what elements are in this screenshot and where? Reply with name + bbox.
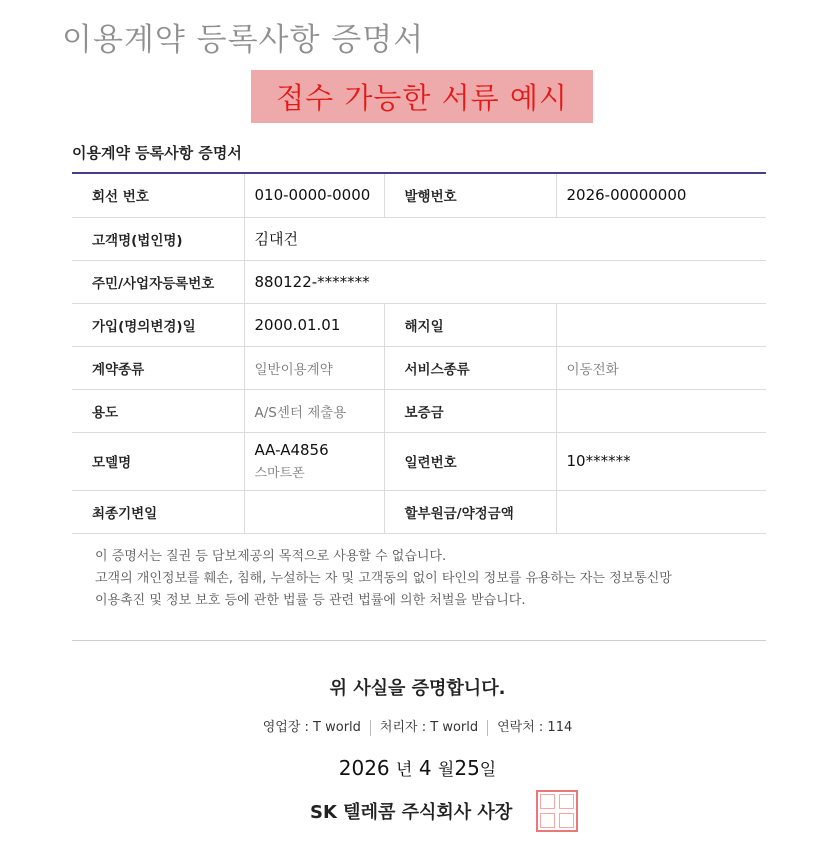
join-date-value: 2000.01.01 — [244, 303, 384, 346]
line-number-value: 010-0000-0000 — [244, 174, 384, 217]
date-month-unit: 월 — [437, 760, 455, 780]
issue-number-value: 2026-00000000 — [556, 174, 766, 217]
contract-type-label: 계약종류 — [72, 346, 244, 389]
serial-label: 일련번호 — [384, 432, 556, 490]
date-month: 4 — [418, 756, 432, 780]
date-day: 25 — [454, 756, 480, 780]
office-info: 영업장 : T world — [262, 720, 361, 735]
purpose-label: 용도 — [72, 389, 244, 432]
section-title: 이용계약 등록사항 증명서 — [72, 144, 242, 162]
notice-line: 이 증명서는 질권 등 담보제공의 목적으로 사용할 수 없습니다. — [95, 549, 447, 564]
issue-number-label: 발행번호 — [384, 174, 556, 217]
purpose-value: A/S센터 제출용 — [244, 389, 384, 432]
notice-line: 이용촉진 및 정보 보호 등에 관한 법률 등 관련 법률에 의한 처벌을 받습니다. — [95, 593, 526, 608]
installment-label: 할부원금/약정금액 — [384, 490, 556, 533]
date-year-unit: 년 — [396, 760, 413, 780]
model-value: AA-A4856 — [254, 441, 329, 459]
table-row — [72, 260, 766, 303]
sample-banner: 접수 가능한 서류 예시 — [251, 70, 593, 123]
date-day-unit: 일 — [479, 760, 497, 780]
table-row — [72, 303, 766, 346]
table-row — [72, 389, 766, 432]
separator — [487, 720, 488, 736]
legal-notice — [95, 546, 755, 612]
table-row — [72, 346, 766, 389]
service-type-value: 이동전화 — [556, 346, 766, 389]
table-row — [72, 490, 766, 533]
customer-name-value: 김대건 — [244, 217, 766, 260]
model-cell — [244, 432, 384, 490]
info-table — [72, 172, 766, 534]
service-type-label: 서비스종류 — [384, 346, 556, 389]
notice-line: 고객의 개인정보를 훼손, 침해, 누설하는 자 및 고객동의 없이 타인의 정보를 유용하는 자는 정보통신망 — [95, 571, 672, 586]
company-name: SK 텔레콤 주식회사 사장 — [310, 802, 513, 823]
customer-name-label: 고객명(법인명) — [72, 217, 244, 260]
divider — [72, 640, 766, 641]
table-row — [72, 217, 766, 260]
issue-date — [0, 755, 835, 780]
termination-label: 해지일 — [384, 303, 556, 346]
deposit-value — [556, 389, 766, 432]
certification-statement: 위 사실을 증명합니다. — [329, 678, 506, 699]
serial-value: 10****** — [556, 432, 766, 490]
company-seal-stamp — [536, 790, 578, 832]
model-label: 모델명 — [72, 432, 244, 490]
deposit-label: 보증금 — [384, 389, 556, 432]
reg-number-label: 주민/사업자등록번호 — [72, 260, 244, 303]
last-change-label: 최종기변일 — [72, 490, 244, 533]
installment-value — [556, 490, 766, 533]
line-number-label: 회선 번호 — [72, 174, 244, 217]
document-title-top: 이용계약 등록사항 증명서 — [62, 22, 425, 58]
termination-value — [556, 303, 766, 346]
contract-type-value: 일반이용계약 — [244, 346, 384, 389]
table-row — [72, 432, 766, 490]
table-row — [72, 174, 766, 217]
handler-info: 처리자 : T world — [379, 720, 479, 735]
model-device-type: 스마트폰 — [254, 466, 305, 481]
contact-info: 연락처 : 114 — [497, 720, 573, 735]
separator — [370, 720, 371, 736]
join-date-label: 가입(명의변경)일 — [72, 303, 244, 346]
last-change-value — [244, 490, 384, 533]
issuer-info — [0, 716, 835, 736]
reg-number-value: 880122-******* — [244, 260, 766, 303]
date-year: 2026 — [338, 756, 390, 780]
